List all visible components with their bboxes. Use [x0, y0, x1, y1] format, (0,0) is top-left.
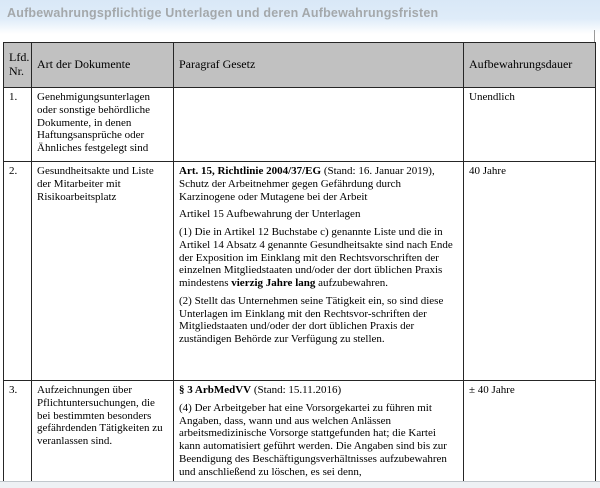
- cell-nr: 1.: [4, 88, 32, 162]
- retention-table: [3, 42, 596, 482]
- paragraph: § 3 ArbMedVV (Stand: 15.11.2016): [179, 384, 342, 396]
- column-header-dokumente: Art der Dokumente: [32, 43, 174, 88]
- page-header: [0, 0, 600, 34]
- cell-dokumente: Genehmigungsunterlagen oder sonstige behördliche Dokumente, in denen Haftungsansprüche oder Ähnliches festgelegt sind: [32, 88, 174, 162]
- cell-gesetz: [174, 162, 464, 381]
- table-header-row: [4, 43, 596, 88]
- paragraph: (1) Die in Artikel 12 Buchstabe c) genannte Liste und die in Artikel 14 Absatz 4 genannte Gesundheitsakte sind nach Ende der Exposition im Einklang mit den Rechtsvorschriften der einzelnen Mitgliedstaaten und/oder der dort üblichen Praxis mindestens vierzig Jahre lang aufzubewahren.: [179, 226, 453, 289]
- page-title: Aufbewahrungspflichtige Unterlagen und deren Aufbewahrungsfristen: [7, 6, 439, 20]
- cell-dauer: Unendlich: [464, 88, 596, 162]
- table-row: [4, 88, 596, 162]
- cell-dauer: ± 40 Jahre: [464, 381, 596, 483]
- cell-nr: 3.: [4, 381, 32, 483]
- cell-dauer: 40 Jahre: [464, 162, 596, 381]
- cell-dokumente: Gesundheitsakte und Liste der Mitarbeiter mit Risikoarbeitsplatz: [32, 162, 174, 381]
- cell-gesetz: [174, 381, 464, 483]
- column-header-dauer: Aufbewahrungsdauer: [464, 43, 596, 88]
- cell-gesetz: [174, 88, 464, 162]
- table-viewport: [3, 42, 597, 482]
- paragraph: Art. 15, Richtlinie 2004/37/EG (Stand: 16. Januar 2019), Schutz der Arbeitnehmer gegen Gefährdung durch Karzinogene oder Mutagene bei der Arbeit: [179, 165, 435, 203]
- cell-nr: 2.: [4, 162, 32, 381]
- column-header-gesetz: Paragraf Gesetz: [174, 43, 464, 88]
- column-header-nr: Lfd. Nr.: [4, 43, 32, 88]
- paragraph: (2) Stellt das Unternehmen seine Tätigkeit ein, so sind diese Unterlagen im Einklang mit den Rechtsvor-schriften der Mitgliedstaaten und/oder der dort üblichen Praxis der zuständigen Behörde zur Verfügung zu stellen.: [179, 294, 444, 345]
- paragraph: (4) Der Arbeitgeber hat eine Vorsorgekartei zu führen mit Angaben, dass, wann und aus welchen Anlässen arbeitsmedizinische Vorsorge stattgefunden hat; die Kartei kann automatisiert geführt werden. Die Angaben sind bis zur Beendigung des Beschäftigungsverhältnisses aufzubewahren und anschließend zu löschen, es sei denn,: [179, 401, 447, 478]
- cell-dokumente: Aufzeichnungen über Pflichtuntersuchungen, die bei bestimmten besonders gefährdenden Tätigkeiten zu veranlassen sind.: [32, 381, 174, 483]
- clipped-page-bottom: [0, 481, 600, 488]
- table-row: [4, 381, 596, 483]
- paragraph: Artikel 15 Aufbewahrung der Unterlagen: [179, 208, 361, 221]
- table-row: [4, 162, 596, 381]
